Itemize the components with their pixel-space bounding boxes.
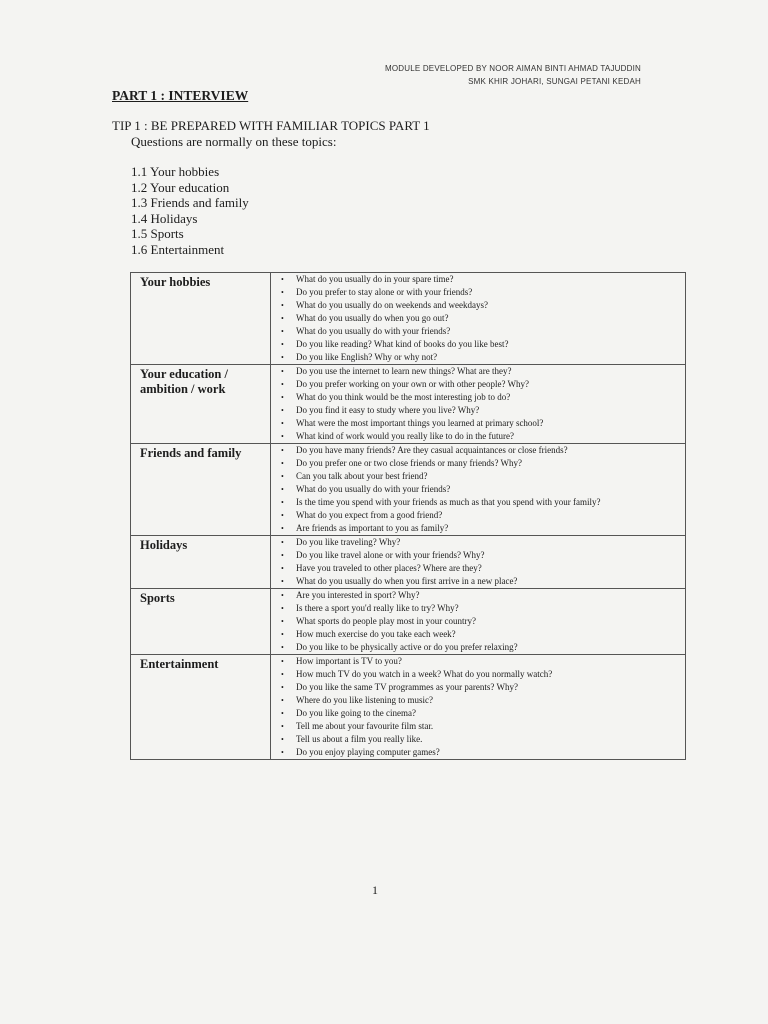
question-text: What do you think would be the most interesting job to do? bbox=[296, 392, 511, 402]
question-text: What do you usually do when you go out? bbox=[296, 313, 449, 323]
question-item bbox=[271, 470, 685, 483]
question-item bbox=[271, 299, 685, 312]
question-list bbox=[271, 365, 685, 443]
section-row bbox=[131, 365, 686, 444]
question-text: Do you like traveling? Why? bbox=[296, 537, 401, 547]
question-text: What were the most important things you learned at primary school? bbox=[296, 418, 544, 428]
section-category: Your hobbies bbox=[131, 273, 271, 365]
question-item bbox=[271, 496, 685, 509]
tip-title: TIP 1 : BE PREPARED WITH FAMILIAR TOPICS PART 1 bbox=[112, 118, 430, 133]
bullet-icon: • bbox=[281, 630, 284, 639]
question-item bbox=[271, 549, 685, 562]
question-item bbox=[271, 707, 685, 720]
bullet-icon: • bbox=[281, 275, 284, 284]
bullet-icon: • bbox=[281, 419, 284, 428]
header-school-line: SMK KHIR JOHARI, SUNGAI PETANI KEDAH bbox=[468, 77, 641, 86]
question-item bbox=[271, 733, 685, 746]
question-item bbox=[271, 602, 685, 615]
question-item bbox=[271, 655, 685, 668]
question-item bbox=[271, 694, 685, 707]
topic-list bbox=[131, 164, 249, 257]
question-text: Is the time you spend with your friends as much as that you spend with your family? bbox=[296, 497, 601, 507]
question-item bbox=[271, 509, 685, 522]
question-text: Have you traveled to other places? Where are they? bbox=[296, 563, 482, 573]
question-list bbox=[271, 655, 685, 759]
bullet-icon: • bbox=[281, 735, 284, 744]
question-item bbox=[271, 562, 685, 575]
bullet-icon: • bbox=[281, 393, 284, 402]
question-text: Do you find it easy to study where you live? Why? bbox=[296, 405, 480, 415]
bullet-icon: • bbox=[281, 367, 284, 376]
question-text: Do you prefer working on your own or with other people? Why? bbox=[296, 379, 530, 389]
bullet-icon: • bbox=[281, 524, 284, 533]
section-questions bbox=[271, 589, 686, 655]
section-row bbox=[131, 273, 686, 365]
bullet-icon: • bbox=[281, 511, 284, 520]
section-category: Sports bbox=[131, 589, 271, 655]
bullet-icon: • bbox=[281, 591, 284, 600]
question-item bbox=[271, 351, 685, 364]
question-item bbox=[271, 444, 685, 457]
question-text: What do you usually do when you first arrive in a new place? bbox=[296, 576, 518, 586]
question-item bbox=[271, 391, 685, 404]
bullet-icon: • bbox=[281, 709, 284, 718]
question-text: Do you have many friends? Are they casual acquaintances or close friends? bbox=[296, 445, 568, 455]
question-text: Are you interested in sport? Why? bbox=[296, 590, 420, 600]
tip-intro: Questions are normally on these topics: bbox=[131, 134, 337, 149]
bullet-icon: • bbox=[281, 288, 284, 297]
section-category: Holidays bbox=[131, 536, 271, 589]
question-item bbox=[271, 681, 685, 694]
question-list bbox=[271, 273, 685, 364]
question-item bbox=[271, 641, 685, 654]
question-item bbox=[271, 483, 685, 496]
question-text: Do you prefer to stay alone or with your friends? bbox=[296, 287, 473, 297]
section-row bbox=[131, 655, 686, 760]
question-text: What do you usually do with your friends? bbox=[296, 484, 451, 494]
question-text: How important is TV to you? bbox=[296, 656, 402, 666]
question-text: What do you usually do with your friends? bbox=[296, 326, 451, 336]
section-questions bbox=[271, 444, 686, 536]
question-item bbox=[271, 720, 685, 733]
section-row bbox=[131, 589, 686, 655]
bullet-icon: • bbox=[281, 406, 284, 415]
part-title: PART 1 : INTERVIEW bbox=[112, 88, 249, 103]
question-text: Do you prefer one or two close friends or many friends? Why? bbox=[296, 458, 523, 468]
bullet-icon: • bbox=[281, 314, 284, 323]
section-category: Friends and family bbox=[131, 444, 271, 536]
section-questions bbox=[271, 273, 686, 365]
bullet-icon: • bbox=[281, 459, 284, 468]
module-header bbox=[385, 62, 641, 88]
bullet-icon: • bbox=[281, 498, 284, 507]
bullet-icon: • bbox=[281, 564, 284, 573]
question-item bbox=[271, 286, 685, 299]
question-text: Where do you like listening to music? bbox=[296, 695, 433, 705]
topic-item: 1.6 Entertainment bbox=[131, 241, 225, 257]
question-text: Do you enjoy playing computer games? bbox=[296, 747, 440, 757]
question-list bbox=[271, 589, 685, 654]
section-row bbox=[131, 444, 686, 536]
bullet-icon: • bbox=[281, 748, 284, 757]
question-text: Is there a sport you'd really like to try? Why? bbox=[296, 603, 459, 613]
bullet-icon: • bbox=[281, 722, 284, 731]
question-text: Do you use the internet to learn new things? What are they? bbox=[296, 366, 512, 376]
question-item bbox=[271, 325, 685, 338]
questions-table-body bbox=[131, 273, 686, 760]
question-text: What sports do people play most in your country? bbox=[296, 616, 476, 626]
question-item bbox=[271, 668, 685, 681]
bullet-icon: • bbox=[281, 446, 284, 455]
section-row bbox=[131, 536, 686, 589]
question-item bbox=[271, 457, 685, 470]
question-item bbox=[271, 404, 685, 417]
question-item bbox=[271, 430, 685, 443]
question-item bbox=[271, 628, 685, 641]
question-text: Do you like English? Why or why not? bbox=[296, 352, 438, 362]
bullet-icon: • bbox=[281, 485, 284, 494]
question-text: Do you like the same TV programmes as your parents? Why? bbox=[296, 682, 518, 692]
question-text: What do you usually do on weekends and weekdays? bbox=[296, 300, 488, 310]
bullet-icon: • bbox=[281, 657, 284, 666]
header-author-line: MODULE DEVELOPED BY NOOR AIMAN BINTI AHMAD TAJUDDIN bbox=[384, 64, 641, 73]
question-text: Are friends as important to you as family? bbox=[296, 523, 449, 533]
question-text: Do you like to be physically active or do you prefer relaxing? bbox=[296, 642, 518, 652]
question-item bbox=[271, 273, 685, 286]
topic-item: 1.5 Sports bbox=[131, 226, 184, 241]
question-text: Do you like travel alone or with your friends? Why? bbox=[296, 550, 485, 560]
question-item bbox=[271, 417, 685, 430]
bullet-icon: • bbox=[281, 432, 284, 441]
bullet-icon: • bbox=[281, 327, 284, 336]
questions-table bbox=[130, 272, 686, 760]
question-text: Tell us about a film you really like. bbox=[296, 734, 423, 744]
question-text: How much exercise do you take each week? bbox=[296, 629, 456, 639]
question-text: How much TV do you watch in a week? What do you normally watch? bbox=[296, 669, 553, 679]
bullet-icon: • bbox=[281, 472, 284, 481]
bullet-icon: • bbox=[281, 538, 284, 547]
bullet-icon: • bbox=[281, 301, 284, 310]
question-text: Tell me about your favourite film star. bbox=[296, 721, 434, 731]
section-questions bbox=[271, 536, 686, 589]
question-item bbox=[271, 312, 685, 325]
section-category: Entertainment bbox=[131, 655, 271, 760]
bullet-icon: • bbox=[281, 604, 284, 613]
question-text: Can you talk about your best friend? bbox=[296, 471, 428, 481]
question-text: Do you like reading? What kind of books do you like best? bbox=[296, 339, 509, 349]
question-item bbox=[271, 615, 685, 628]
bullet-icon: • bbox=[281, 670, 284, 679]
bullet-icon: • bbox=[281, 617, 284, 626]
topic-item: 1.2 Your education bbox=[131, 179, 230, 195]
question-item bbox=[271, 589, 685, 602]
bullet-icon: • bbox=[281, 643, 284, 652]
section-questions bbox=[271, 655, 686, 760]
question-item bbox=[271, 365, 685, 378]
bullet-icon: • bbox=[281, 380, 284, 389]
bullet-icon: • bbox=[281, 551, 284, 560]
question-item bbox=[271, 338, 685, 351]
question-list bbox=[271, 444, 685, 535]
question-item bbox=[271, 522, 685, 535]
topic-item: 1.4 Holidays bbox=[131, 210, 198, 226]
bullet-icon: • bbox=[281, 577, 284, 586]
topic-item: 1.1 Your hobbies bbox=[131, 164, 220, 179]
question-text: What do you expect from a good friend? bbox=[296, 510, 443, 520]
section-category: Your education / ambition / work bbox=[131, 365, 271, 444]
question-item bbox=[271, 746, 685, 759]
question-text: What kind of work would you really like to do in the future? bbox=[296, 431, 514, 441]
question-text: Do you like going to the cinema? bbox=[296, 708, 416, 718]
question-list bbox=[271, 536, 685, 588]
topic-item: 1.3 Friends and family bbox=[131, 195, 249, 210]
page-number: 1 bbox=[372, 883, 378, 897]
bullet-icon: • bbox=[281, 353, 284, 362]
question-item bbox=[271, 378, 685, 391]
bullet-icon: • bbox=[281, 696, 284, 705]
bullet-icon: • bbox=[281, 683, 284, 692]
bullet-icon: • bbox=[281, 340, 284, 349]
section-questions bbox=[271, 365, 686, 444]
question-item bbox=[271, 536, 685, 549]
question-item bbox=[271, 575, 685, 588]
question-text: What do you usually do in your spare time? bbox=[296, 274, 454, 284]
